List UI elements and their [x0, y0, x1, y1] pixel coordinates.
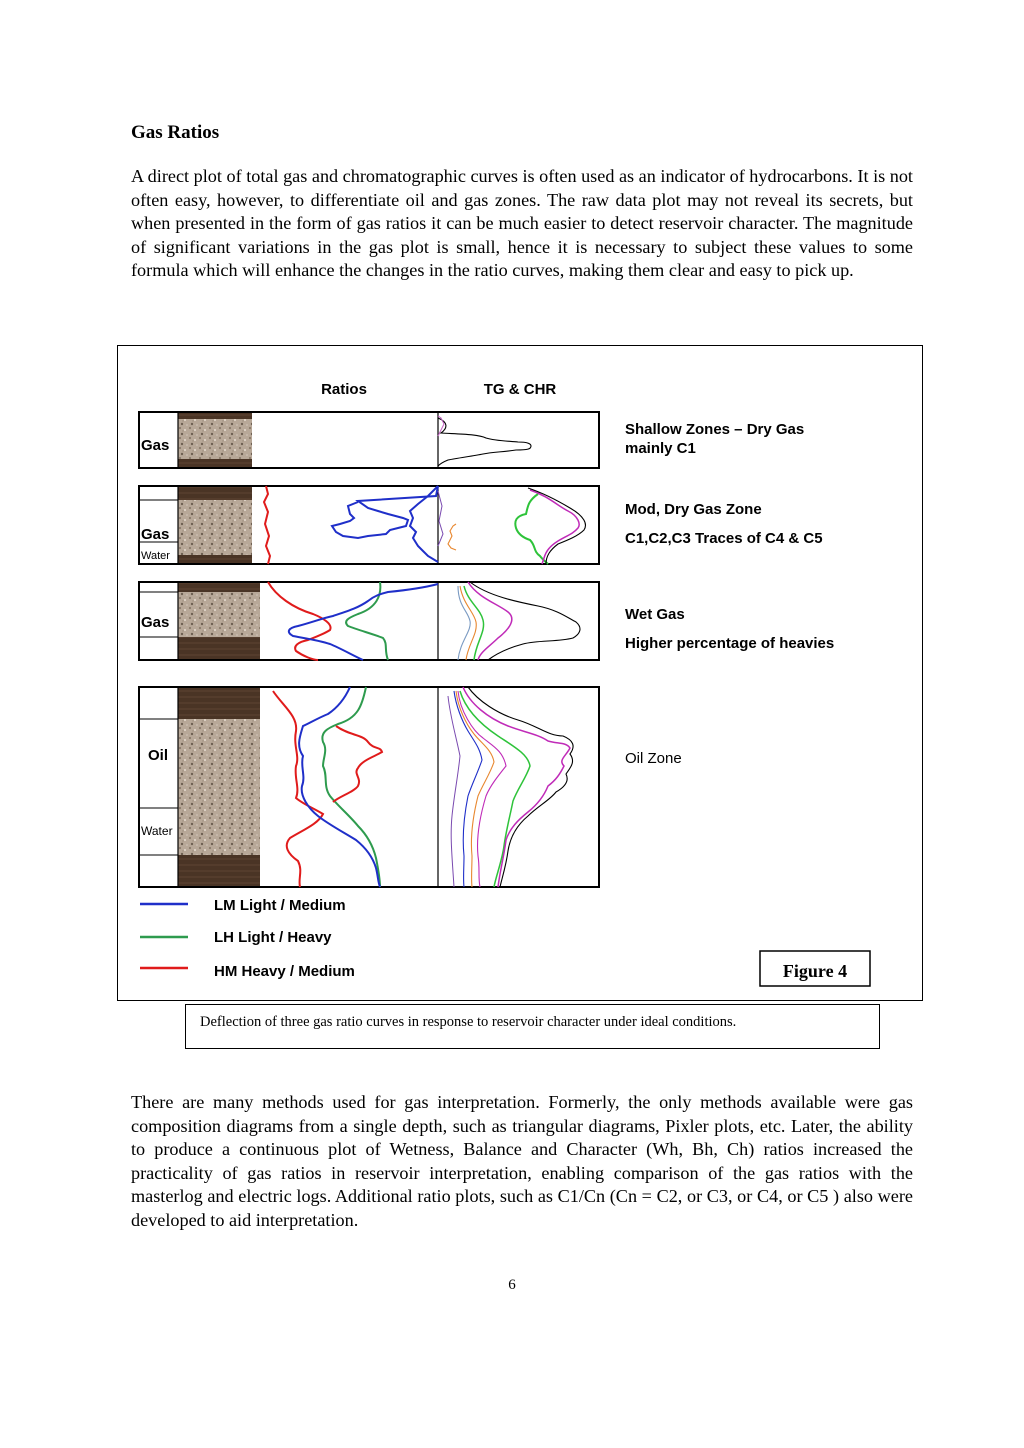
panel-desc-1b: mainly C1: [625, 440, 696, 457]
gas-ratio-figure: [118, 346, 924, 1002]
panel-desc-2b: C1,C2,C3 Traces of C4 & C5: [625, 530, 823, 547]
panel-desc-3b: Higher percentage of heavies: [625, 635, 835, 652]
legend-label-lm: LM Light / Medium: [214, 897, 346, 914]
panel-desc-3a: Wet Gas: [625, 606, 685, 623]
zone-label-gas: Gas: [141, 526, 170, 543]
zone-label-gas: Gas: [141, 614, 170, 631]
figure-caption: Deflection of three gas ratio curves in response to reservoir character under ideal conditions.: [185, 1004, 880, 1049]
panel-shallow-dry-gas: [139, 412, 804, 468]
legend: [140, 897, 355, 980]
zone-label-water: Water: [141, 824, 173, 838]
panel-desc-4a: Oil Zone: [625, 750, 682, 767]
figure-label: Figure 4: [782, 961, 848, 981]
zone-label-water: Water: [141, 550, 170, 562]
section-heading: Gas Ratios: [131, 122, 220, 143]
panel-desc-2a: Mod, Dry Gas Zone: [625, 501, 762, 518]
panel-desc-1a: Shallow Zones – Dry Gas: [625, 421, 805, 438]
zone-label-gas: Gas: [141, 437, 170, 454]
legend-label-hm: HM Heavy / Medium: [214, 963, 355, 980]
figure-4: [117, 345, 923, 1001]
col-header-tg-chr: TG & CHR: [483, 381, 557, 398]
panel-wet-gas: [139, 582, 834, 660]
methods-paragraph: There are many methods used for gas interpretation. Formerly, the only methods available were gas composition diagrams from a single depth, such as triangular diagrams, Pixler plots, etc. Later, the ability to produce a continuous plot of Wetness, Balance and Character (Wh, Bh, Ch) ratios increased the practicality of gas ratios in reservoir interpretation, enabling comparison of the gas ratios with the masterlog and electric logs. Additional ratio plots, such as C1/Cn (Cn = C2, or C3, or C4, or C5 ) also were developed to aid interpretation.: [131, 1092, 913, 1230]
page-number: 6: [508, 1277, 516, 1293]
intro-paragraph: A direct plot of total gas and chromatographic curves is often used as an indicator of hydrocarbons. It is not often easy, however, to differentiate oil and gas zones. The raw data plot may not reveal its secrets, but when presented in the form of gas ratios it can be much easier to detect reservoir character. The magnitude of significant variations in the gas plot is small, hence it is necessary to subject these values to some formula which will enhance the changes in the ratio curves, making them clear and easy to pick up.: [131, 166, 913, 281]
legend-label-lh: LH Light / Heavy: [214, 929, 332, 946]
panel-mod-dry-gas: [139, 486, 823, 564]
zone-label-oil: Oil: [148, 747, 169, 764]
panel-oil-zone: [139, 687, 682, 887]
col-header-ratios: Ratios: [321, 381, 367, 398]
